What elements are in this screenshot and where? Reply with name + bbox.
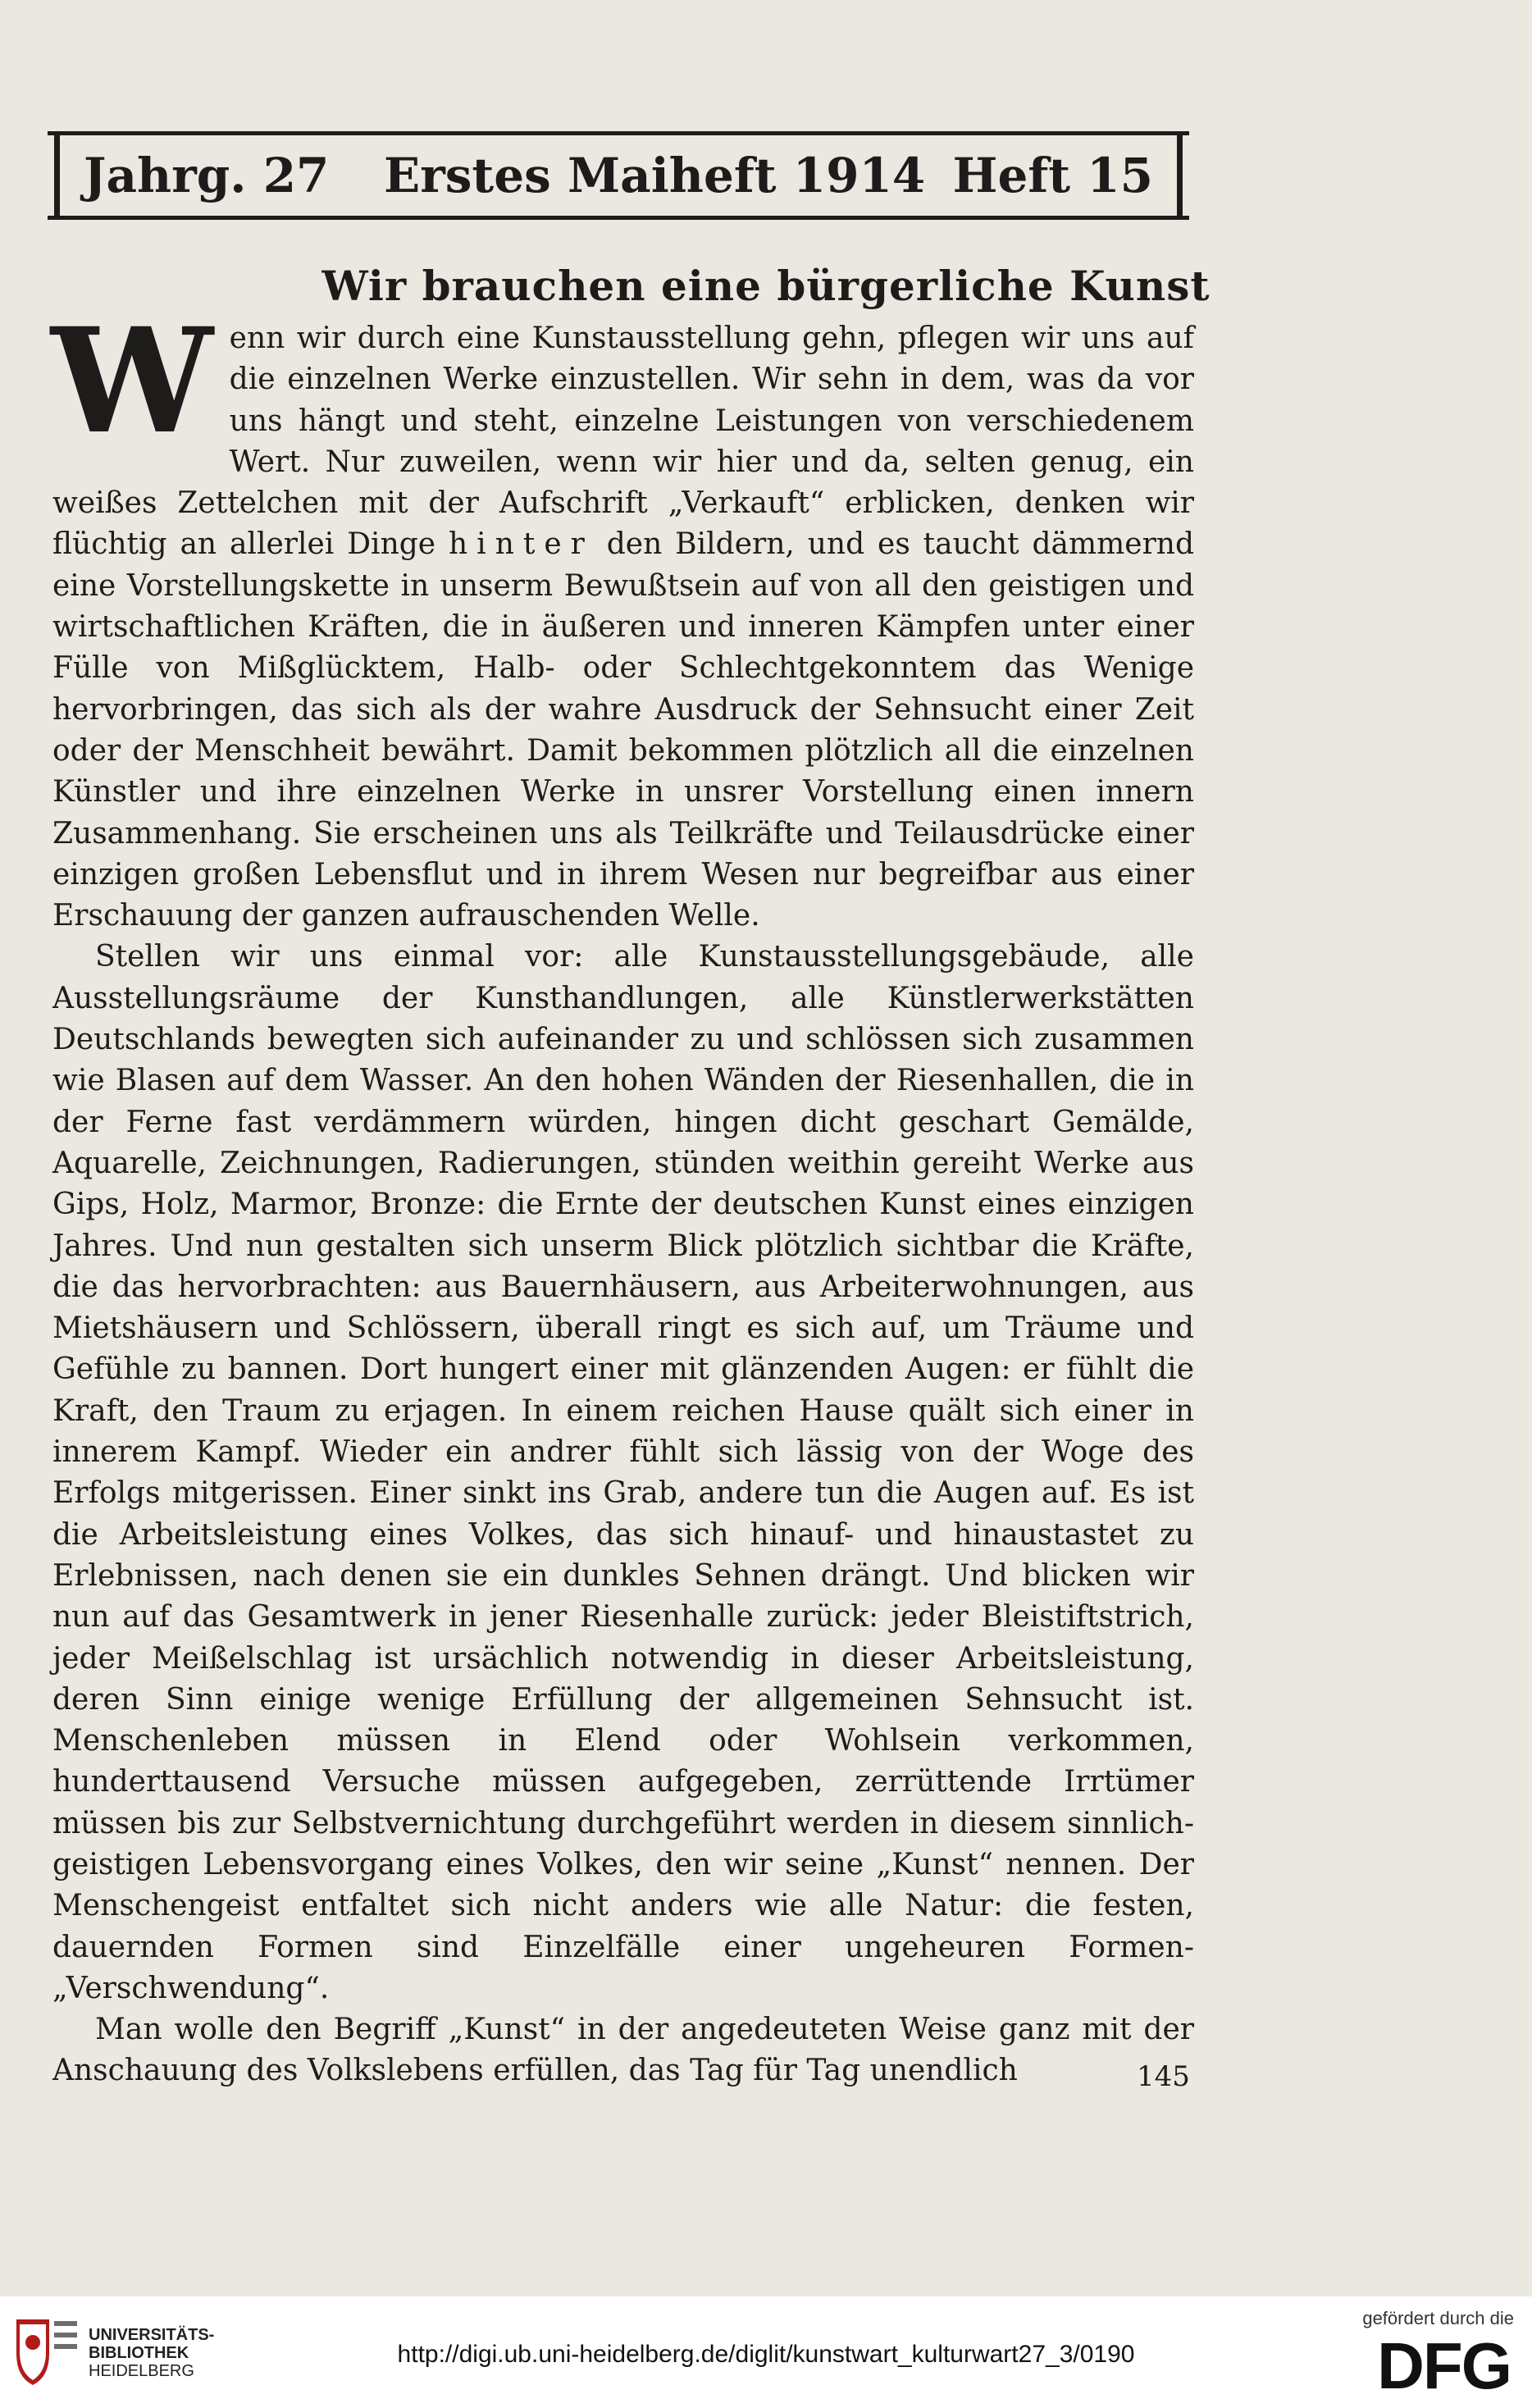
paragraph-1-start: enn wir durch eine Kunstausstellung gehn, pflegen wir uns auf die einzelnen Werke einzustellen. Wir sehn in dem, was da vor uns hängt und steht, einzelne Leistungen von verschiedenem Wert. Nur zuweilen, wenn wir hier und da, selten genug, ein weißes Zettelchen mit der Aufschrift „Verkauft“ erblicken, denken wir flüchtig an allerlei Dinge <box>52 322 1194 562</box>
paragraph-3: Man wolle den Begriff „Kunst“ in der angedeuteten Weise ganz mit der Anschauung des Volkslebens erfüllen, das Tag für Tag unendlich <box>52 2013 1194 2088</box>
digitization-footer <box>0 2296 1532 2408</box>
emphasized-word: hinter <box>449 527 594 562</box>
article-body <box>51 296 1195 2092</box>
paragraph-1 <box>51 296 1195 937</box>
paragraph-1-end: den Bildern, und es taucht dämmernd eine Vorstellungskette in unserm Bewußtsein auf von all den geistigen und wirtschaftlichen Kräften, die in äußeren und inneren Kämpfen unter einer Fülle von Mißglücktem, Halb- oder Schlechtgekonntem das Wenige hervorbringen, das sich als der wahre Ausdruck der Sehnsucht einer Zeit oder der Menschheit bewährt. Damit bekommen plötzlich all die einzelnen Künstler und ihre einzelnen Werke in unsrer Vorstellung einen innern Zusammenhang. Sie erscheinen uns als Teilkräfte und Teilausdrücke einer einzigen großen Lebensflut und in ihrem Wesen nur begreifbar aus einer Erschauung der ganzen aufrauschenden Welle. <box>52 527 1195 933</box>
paragraph-2: Stellen wir uns einmal vor: alle Kunstausstellungsgebäude, alle Ausstellungsräume der Kunsthandlungen, alle Künstlerwerkstätten Deutschlands bewegten sich aufeinander zu und schlössen sich zusammen wie Blasen auf dem Wasser. An den hohen Wänden der Riesenhallen, die in der Ferne fast verdämmern würden, hingen dicht geschart Gemälde, Aquarelle, Zeichnungen, Radierungen, stünden weithin gereiht Werke aus Gips, Holz, Marmor, Bronze: die Ernte der deutschen Kunst eines einzigen Jahres. Und nun gestalten sich unserm Blick plötzlich sichtbar die Kräfte, die das hervorbrachten: aus Bauernhäusern, aus Arbeiterwohnungen, aus Mietshäusern und Schlössern, überall ringt es sich auf, um Träume und Gefühle zu bannen. Dort hungert einer mit glänzenden Augen: er fühlt die Kraft, den Traum zu erjagen. In einem reichen Hause quält sich einer in innerem Kampf. Wieder ein andrer fühlt sich lässig von der Woge des Erfolgs mitgerissen. Einer sinkt ins Grab, andere tun die Augen auf. Es ist die Arbeitsleistung eines Volkes, das sich hinauf- und hinaustastet zu Erlebnissen, nach denen sie ein dunkles Sehnen drängt. Und blicken wir nun auf das Gesamtwerk in jener Riesenhalle zurück: jeder Bleistiftstrich, jeder Meißelschlag ist ursächlich notwendig in dieser Arbeitsleistung, deren Sinn einige wenige Erfüllung der allgemeinen Sehnsucht ist. Menschenleben müssen in Elend oder Wohlsein verkommen, hunderttausend Versuche müssen aufgegeben, zerrüttende Irrtümer müssen bis zur Selbstvernichtung durchgeführt werden in diesem sinnlich-geistigen Lebensvorgang eines Volkes, den wir seine „Kunst“ nennen. Der Menschengeist entfaltet sich nicht anders wie alle Natur: die festen, dauernden Formen sind Einzelfälle einer ungeheuren Formen-„Verschwendung“. <box>52 940 1194 2005</box>
running-header <box>48 131 1189 220</box>
drop-cap: W <box>51 296 208 466</box>
library-name-line-3: HEIDELBERG <box>89 2362 194 2380</box>
library-name-line-1: UNIVERSITÄTS- <box>89 2326 215 2344</box>
permalink-url[interactable]: http://digi.ub.uni-heidelberg.de/diglit/kunstwart_kulturwart27_3/0190 <box>397 2341 1135 2368</box>
issue-label: Erstes Maiheft 1914 <box>384 148 926 203</box>
header-right-rule <box>1177 135 1183 216</box>
page-number: 145 <box>1137 2060 1190 2093</box>
header-left-rule <box>54 135 60 216</box>
issue-number-label: Heft 15 <box>952 148 1153 203</box>
dfg-logo: DFG <box>1377 2329 1511 2402</box>
volume-label: Jahrg. 27 <box>84 148 330 203</box>
funded-by-label: gefördert durch die <box>1362 2308 1514 2328</box>
article-title: Wir brauchen eine bürgerliche Kunst <box>321 262 1211 310</box>
library-name-line-2: BIBLIOTHEK <box>89 2344 189 2362</box>
